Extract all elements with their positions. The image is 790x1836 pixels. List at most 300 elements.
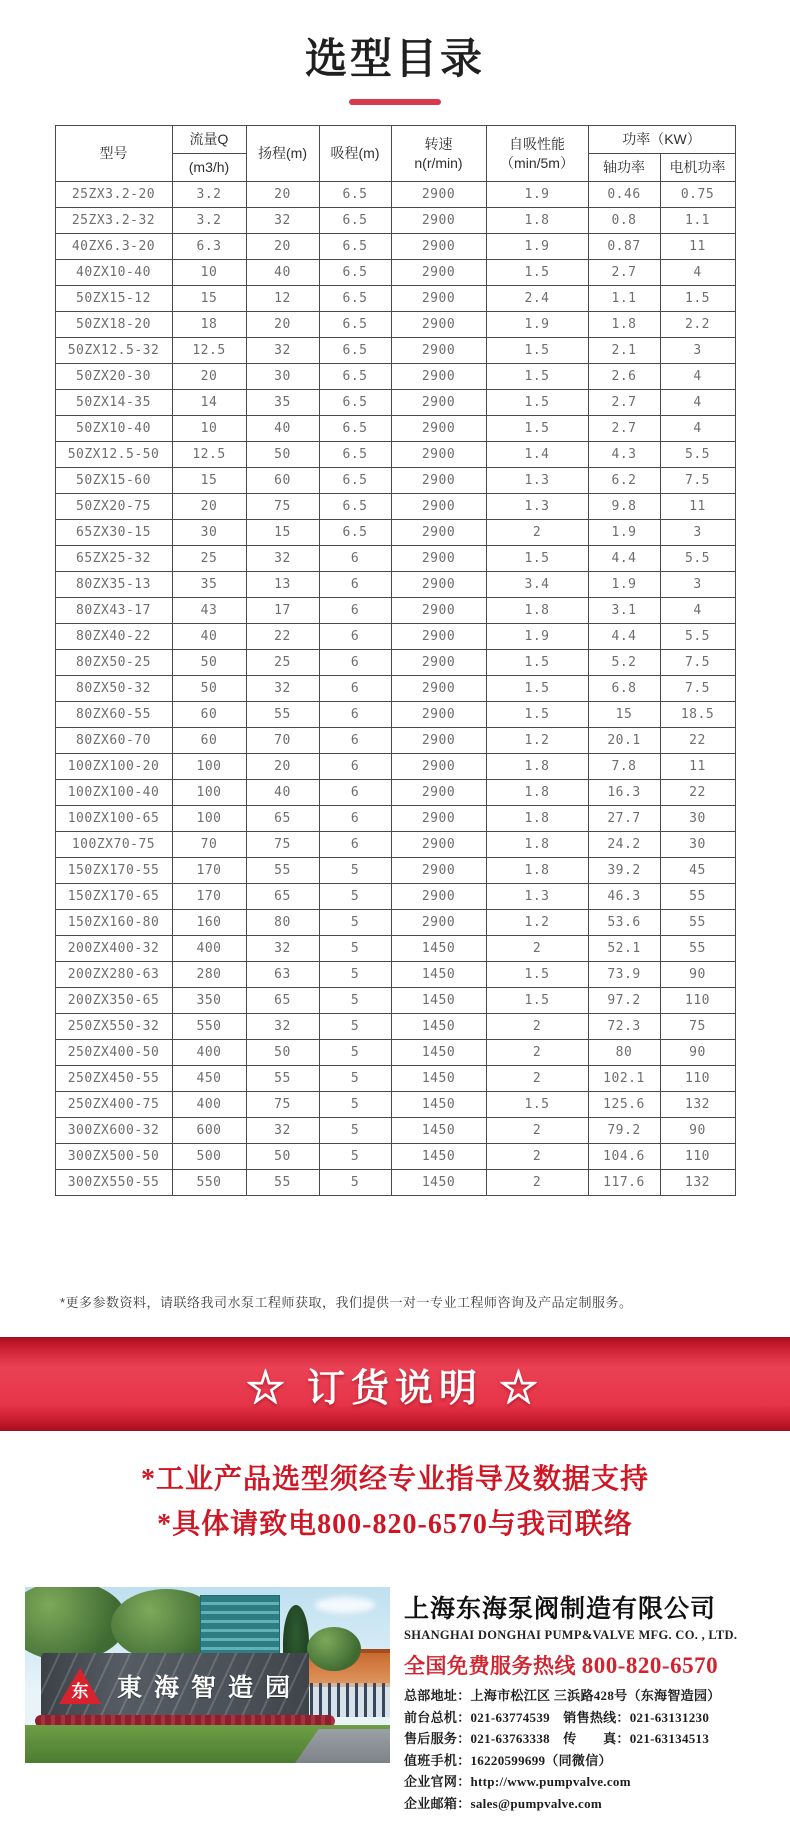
col-header-flow: 流量Q: [172, 126, 246, 154]
table-cell: 1.5: [486, 702, 588, 728]
table-row: [55, 728, 735, 754]
table-cell: 1.5: [486, 1092, 588, 1118]
table-cell: 6.5: [319, 234, 391, 260]
table-cell: 2.7: [588, 390, 660, 416]
table-cell: 100ZX100-20: [55, 754, 172, 780]
table-row: [55, 1066, 735, 1092]
table-cell: 160: [172, 910, 246, 936]
table-cell: 11: [660, 494, 735, 520]
table-cell: 250ZX400-75: [55, 1092, 172, 1118]
page-title: 选型目录: [304, 35, 485, 82]
table-row: [55, 598, 735, 624]
table-row: [55, 858, 735, 884]
table-cell: 11: [660, 754, 735, 780]
col-header-priming-line1: 自吸性能: [509, 135, 565, 152]
col-header-model: 型号: [55, 126, 172, 182]
table-cell: 170: [172, 884, 246, 910]
table-cell: 1.5: [486, 650, 588, 676]
table-cell: 1.2: [486, 728, 588, 754]
table-cell: 6.5: [319, 182, 391, 208]
table-cell: 100: [172, 806, 246, 832]
table-cell: 1.9: [588, 572, 660, 598]
table-cell: 150ZX160-80: [55, 910, 172, 936]
notice-line-2: *具体请致电800-820-6570与我司联络: [157, 1509, 633, 1540]
table-cell: 1.5: [486, 338, 588, 364]
table-cell: 32: [246, 546, 319, 572]
table-cell: 52.1: [588, 936, 660, 962]
table-cell: 2.2: [660, 312, 735, 338]
table-cell: 2.7: [588, 416, 660, 442]
table-cell: 350: [172, 988, 246, 1014]
table-cell: 40ZX10-40: [55, 260, 172, 286]
table-row: [55, 312, 735, 338]
table-cell: 6.5: [319, 338, 391, 364]
table-cell: 6.5: [319, 286, 391, 312]
table-cell: 45: [660, 858, 735, 884]
table-cell: 1.5: [660, 286, 735, 312]
table-cell: 5: [319, 1014, 391, 1040]
table-cell: 5: [319, 1144, 391, 1170]
table-cell: 2900: [391, 364, 486, 390]
table-cell: 1.5: [486, 988, 588, 1014]
table-cell: 1.9: [588, 520, 660, 546]
table-cell: 0.46: [588, 182, 660, 208]
table-row: [55, 936, 735, 962]
table-cell: 55: [246, 702, 319, 728]
table-row: [55, 832, 735, 858]
table-cell: 40: [246, 416, 319, 442]
table-cell: 80ZX43-17: [55, 598, 172, 624]
table-cell: 9.8: [588, 494, 660, 520]
table-cell: 50: [172, 650, 246, 676]
col-header-power-group: 功率（KW）: [588, 126, 735, 154]
table-cell: 30: [660, 806, 735, 832]
company-name-en: SHANGHAI DONGHAI PUMP&VALVE MFG. CO. , LTD.: [404, 1628, 738, 1642]
hotline-number: 800-820-6570: [581, 1653, 719, 1678]
table-cell: 110: [660, 988, 735, 1014]
table-cell: 4.4: [588, 546, 660, 572]
table-cell: 80ZX60-55: [55, 702, 172, 728]
company-info: [404, 1587, 765, 1814]
table-cell: 6: [319, 780, 391, 806]
contact-line: 值班手机：16220599699（同微信）: [404, 1752, 612, 1768]
table-row: [55, 442, 735, 468]
table-cell: 25: [246, 650, 319, 676]
table-cell: 4.3: [588, 442, 660, 468]
table-cell: 600: [172, 1118, 246, 1144]
table-cell: 6: [319, 806, 391, 832]
table-cell: 1.8: [486, 598, 588, 624]
table-row: [55, 806, 735, 832]
table-cell: 32: [246, 676, 319, 702]
table-row: [55, 910, 735, 936]
table-row: [55, 286, 735, 312]
table-cell: 6: [319, 650, 391, 676]
table-cell: 2900: [391, 338, 486, 364]
table-cell: 30: [246, 364, 319, 390]
table-cell: 2: [486, 1118, 588, 1144]
table-cell: 6: [319, 676, 391, 702]
table-cell: 20.1: [588, 728, 660, 754]
table-cell: 2900: [391, 676, 486, 702]
table-cell: 65: [246, 884, 319, 910]
table-cell: 1.9: [486, 182, 588, 208]
table-cell: 12.5: [172, 338, 246, 364]
table-cell: 2900: [391, 260, 486, 286]
table-row: [55, 962, 735, 988]
table-cell: 6.5: [319, 364, 391, 390]
table-cell: 11: [660, 234, 735, 260]
table-cell: 4: [660, 598, 735, 624]
table-cell: 73.9: [588, 962, 660, 988]
table-cell: 15: [588, 702, 660, 728]
table-cell: 125.6: [588, 1092, 660, 1118]
table-cell: 24.2: [588, 832, 660, 858]
table-row: [55, 1040, 735, 1066]
table-cell: 75: [660, 1014, 735, 1040]
table-cell: 65ZX30-15: [55, 520, 172, 546]
table-cell: 50ZX12.5-50: [55, 442, 172, 468]
table-cell: 20: [172, 364, 246, 390]
table-cell: 13: [246, 572, 319, 598]
table-cell: 102.1: [588, 1066, 660, 1092]
table-cell: 2900: [391, 234, 486, 260]
contact-line: 售后服务：021-63763338 传 真：021-63134513: [404, 1731, 710, 1746]
table-cell: 400: [172, 936, 246, 962]
table-row: [55, 676, 735, 702]
table-row: [55, 468, 735, 494]
table-cell: 5.5: [660, 624, 735, 650]
table-cell: 63: [246, 962, 319, 988]
notice-line-1: *工业产品选型须经专业指导及数据支持: [140, 1464, 649, 1495]
table-cell: 1.5: [486, 364, 588, 390]
table-row: [55, 546, 735, 572]
table-cell: 200ZX280-63: [55, 962, 172, 988]
table-cell: 30: [172, 520, 246, 546]
service-hotline: [404, 1650, 765, 1680]
table-cell: 400: [172, 1092, 246, 1118]
table-cell: 55: [246, 858, 319, 884]
table-cell: 55: [660, 884, 735, 910]
table-cell: 110: [660, 1066, 735, 1092]
table-cell: 50ZX12.5-32: [55, 338, 172, 364]
table-cell: 200ZX400-32: [55, 936, 172, 962]
table-row: [55, 650, 735, 676]
table-cell: 1.1: [588, 286, 660, 312]
order-banner-title: ☆ 订货说明 ☆: [246, 1367, 544, 1410]
table-cell: 250ZX550-32: [55, 1014, 172, 1040]
table-cell: 1450: [391, 1092, 486, 1118]
table-cell: 90: [660, 1118, 735, 1144]
table-cell: 5: [319, 962, 391, 988]
table-cell: 25ZX3.2-20: [55, 182, 172, 208]
table-cell: 70: [246, 728, 319, 754]
table-cell: 43: [172, 598, 246, 624]
table-cell: 80: [588, 1040, 660, 1066]
table-cell: 110: [660, 1144, 735, 1170]
table-cell: 32: [246, 1118, 319, 1144]
col-header-speed-line1: 转速: [424, 135, 453, 152]
table-row: [55, 624, 735, 650]
table-cell: 35: [172, 572, 246, 598]
table-cell: 1450: [391, 1040, 486, 1066]
col-header-speed: [391, 126, 486, 182]
table-cell: 300ZX600-32: [55, 1118, 172, 1144]
table-cell: 12: [246, 286, 319, 312]
table-cell: 15: [246, 520, 319, 546]
table-cell: 2900: [391, 650, 486, 676]
table-cell: 1450: [391, 1014, 486, 1040]
table-cell: 5.5: [660, 442, 735, 468]
table-cell: 2900: [391, 884, 486, 910]
table-cell: 80: [246, 910, 319, 936]
table-cell: 1.8: [486, 858, 588, 884]
table-cell: 2900: [391, 546, 486, 572]
factory-entrance-photo: [25, 1587, 390, 1763]
title-underline: [349, 99, 441, 105]
table-cell: 60: [172, 702, 246, 728]
table-cell: 117.6: [588, 1170, 660, 1196]
table-cell: 75: [246, 832, 319, 858]
table-cell: 17: [246, 598, 319, 624]
table-cell: 55: [246, 1066, 319, 1092]
table-cell: 2900: [391, 858, 486, 884]
table-cell: 2900: [391, 390, 486, 416]
table-cell: 2: [486, 1066, 588, 1092]
table-cell: 2900: [391, 416, 486, 442]
table-cell: 6.3: [172, 234, 246, 260]
col-header-flow-unit: (m3/h): [172, 154, 246, 182]
table-cell: 2900: [391, 312, 486, 338]
table-cell: 1.9: [486, 234, 588, 260]
table-cell: 550: [172, 1014, 246, 1040]
table-cell: 10: [172, 260, 246, 286]
table-row: [55, 1118, 735, 1144]
table-cell: 1450: [391, 1170, 486, 1196]
table-cell: 1.8: [588, 312, 660, 338]
table-cell: 6: [319, 572, 391, 598]
table-row: [55, 572, 735, 598]
table-row: [55, 780, 735, 806]
table-cell: 70: [172, 832, 246, 858]
table-cell: 132: [660, 1092, 735, 1118]
table-cell: 20: [172, 494, 246, 520]
table-cell: 3.2: [172, 208, 246, 234]
table-cell: 6.5: [319, 442, 391, 468]
table-cell: 6.5: [319, 390, 391, 416]
table-cell: 46.3: [588, 884, 660, 910]
table-cell: 100: [172, 754, 246, 780]
table-row: [55, 754, 735, 780]
table-row: [55, 234, 735, 260]
table-cell: 6.8: [588, 676, 660, 702]
table-cell: 15: [172, 468, 246, 494]
table-cell: 40: [246, 780, 319, 806]
table-cell: 22: [660, 780, 735, 806]
table-cell: 1.9: [486, 624, 588, 650]
table-cell: 2900: [391, 468, 486, 494]
table-cell: 300ZX550-55: [55, 1170, 172, 1196]
table-cell: 39.2: [588, 858, 660, 884]
table-cell: 12.5: [172, 442, 246, 468]
table-cell: 55: [660, 910, 735, 936]
table-row: [55, 1014, 735, 1040]
table-cell: 3: [660, 572, 735, 598]
table-cell: 4.4: [588, 624, 660, 650]
table-cell: 2900: [391, 754, 486, 780]
table-cell: 6.2: [588, 468, 660, 494]
table-cell: 1.1: [660, 208, 735, 234]
table-cell: 75: [246, 494, 319, 520]
table-cell: 250ZX400-50: [55, 1040, 172, 1066]
table-cell: 16.3: [588, 780, 660, 806]
table-cell: 1450: [391, 988, 486, 1014]
table-cell: 6.5: [319, 416, 391, 442]
table-cell: 80ZX50-25: [55, 650, 172, 676]
table-cell: 2900: [391, 624, 486, 650]
table-cell: 2: [486, 1014, 588, 1040]
table-cell: 1.3: [486, 468, 588, 494]
table-cell: 5: [319, 1040, 391, 1066]
table-cell: 25: [172, 546, 246, 572]
table-cell: 280: [172, 962, 246, 988]
table-cell: 1.8: [486, 832, 588, 858]
table-cell: 20: [246, 754, 319, 780]
table-cell: 25ZX3.2-32: [55, 208, 172, 234]
col-header-motor-power: 电机功率: [660, 154, 735, 182]
table-row: [55, 390, 735, 416]
table-cell: 5: [319, 1066, 391, 1092]
table-row: [55, 520, 735, 546]
table-cell: 2900: [391, 832, 486, 858]
table-cell: 2900: [391, 806, 486, 832]
table-cell: 2.6: [588, 364, 660, 390]
donghai-logo-icon: [59, 1668, 101, 1704]
table-cell: 2: [486, 1040, 588, 1066]
contact-line: 企业官网：http://www.pumpvalve.com: [404, 1774, 631, 1789]
cloud-shape: [315, 1597, 375, 1613]
table-cell: 1450: [391, 1118, 486, 1144]
table-cell: 6: [319, 702, 391, 728]
table-cell: 80ZX60-70: [55, 728, 172, 754]
table-cell: 1.4: [486, 442, 588, 468]
table-cell: 6: [319, 728, 391, 754]
table-cell: 1450: [391, 1144, 486, 1170]
table-cell: 50: [246, 442, 319, 468]
table-cell: 80ZX50-32: [55, 676, 172, 702]
order-banner: [0, 1337, 790, 1431]
table-cell: 6: [319, 546, 391, 572]
company-name-cn: 上海东海泵阀制造有限公司: [404, 1595, 717, 1623]
table-cell: 72.3: [588, 1014, 660, 1040]
table-cell: 5: [319, 936, 391, 962]
table-cell: 1.5: [486, 546, 588, 572]
table-header: [55, 126, 735, 182]
table-cell: 1.8: [486, 780, 588, 806]
selection-table: [55, 125, 736, 1196]
table-cell: 65: [246, 806, 319, 832]
table-row: [55, 988, 735, 1014]
table-cell: 7.5: [660, 650, 735, 676]
table-cell: 100ZX70-75: [55, 832, 172, 858]
table-cell: 60: [172, 728, 246, 754]
table-cell: 40ZX6.3-20: [55, 234, 172, 260]
table-cell: 6: [319, 754, 391, 780]
table-cell: 1.8: [486, 208, 588, 234]
table-cell: 50: [246, 1040, 319, 1066]
col-header-suction: 吸程(m): [319, 126, 391, 182]
table-cell: 80ZX35-13: [55, 572, 172, 598]
contact-line: 企业邮箱：sales@pumpvalve.com: [404, 1795, 603, 1811]
table-row: [55, 1092, 735, 1118]
table-cell: 22: [246, 624, 319, 650]
table-cell: 3: [660, 520, 735, 546]
table-cell: 6.5: [319, 312, 391, 338]
table-cell: 75: [246, 1092, 319, 1118]
table-cell: 6: [319, 598, 391, 624]
table-cell: 7.5: [660, 468, 735, 494]
table-cell: 1.5: [486, 962, 588, 988]
table-cell: 200ZX350-65: [55, 988, 172, 1014]
table-cell: 79.2: [588, 1118, 660, 1144]
table-cell: 100ZX100-65: [55, 806, 172, 832]
table-cell: 6.5: [319, 208, 391, 234]
table-cell: 1450: [391, 1066, 486, 1092]
table-cell: 250ZX450-55: [55, 1066, 172, 1092]
table-cell: 100: [172, 780, 246, 806]
table-cell: 400: [172, 1040, 246, 1066]
table-cell: 2900: [391, 182, 486, 208]
table-cell: 170: [172, 858, 246, 884]
table-cell: 18: [172, 312, 246, 338]
table-cell: 1.8: [486, 754, 588, 780]
table-cell: 0.75: [660, 182, 735, 208]
table-cell: 2900: [391, 728, 486, 754]
table-cell: 1450: [391, 936, 486, 962]
table-cell: 2900: [391, 494, 486, 520]
table-cell: 35: [246, 390, 319, 416]
table-row: [55, 260, 735, 286]
table-cell: 5: [319, 910, 391, 936]
table-cell: 50: [246, 1144, 319, 1170]
table-cell: 5.2: [588, 650, 660, 676]
tree-shape: [307, 1627, 361, 1671]
table-row: [55, 702, 735, 728]
table-cell: 150ZX170-55: [55, 858, 172, 884]
table-cell: 40: [246, 260, 319, 286]
table-cell: 5: [319, 1170, 391, 1196]
table-cell: 450: [172, 1066, 246, 1092]
col-header-priming-line2: （min/5m）: [500, 154, 574, 171]
table-cell: 1.5: [486, 676, 588, 702]
table-cell: 4: [660, 416, 735, 442]
table-cell: 2900: [391, 572, 486, 598]
table-cell: 1.3: [486, 884, 588, 910]
table-cell: 18.5: [660, 702, 735, 728]
table-cell: 53.6: [588, 910, 660, 936]
table-cell: 22: [660, 728, 735, 754]
table-cell: 97.2: [588, 988, 660, 1014]
table-cell: 4: [660, 390, 735, 416]
table-cell: 80ZX40-22: [55, 624, 172, 650]
table-cell: 55: [660, 936, 735, 962]
table-cell: 3.2: [172, 182, 246, 208]
table-cell: 500: [172, 1144, 246, 1170]
table-cell: 90: [660, 1040, 735, 1066]
table-cell: 5: [319, 858, 391, 884]
table-cell: 0.87: [588, 234, 660, 260]
table-cell: 20: [246, 182, 319, 208]
